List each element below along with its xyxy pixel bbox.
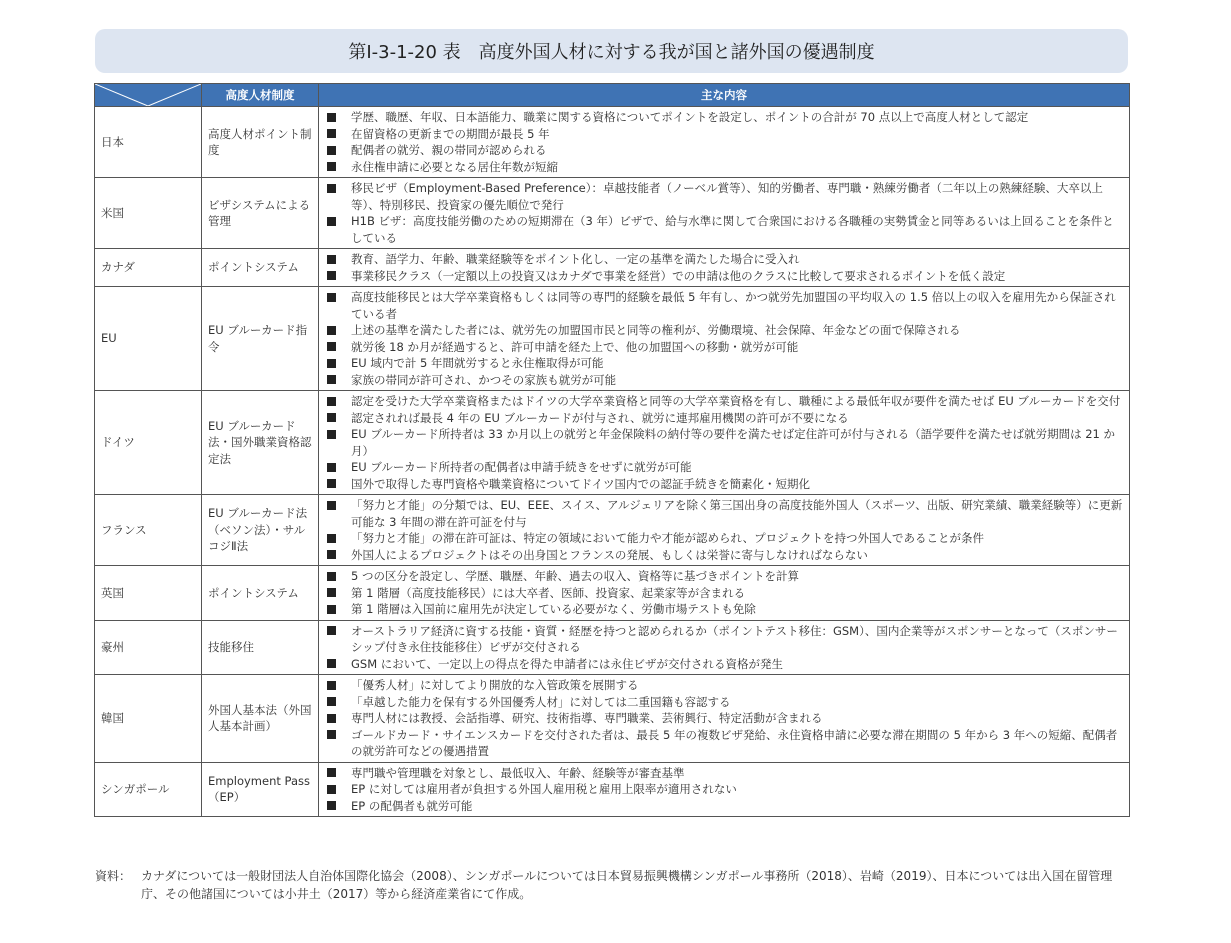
square-bullet-icon [327,113,336,122]
country-cell: フランス [95,495,202,566]
table-header-row [95,84,1130,107]
list-item-text: 「努力と才能」の滞在許可証は、特定の領域において能力や才能が認められ、プロジェクトを持つ外国人であることが条件 [351,531,984,545]
country-cell: EU [95,287,202,391]
list-item-text: H1B ビザ：高度技能労働のための短期滞在（3 年）ビザで、給与水準に関して合衆国における各職種の実勢賃金と同等あるいは上回ることを条件としている [351,214,1114,245]
content-list [327,289,1125,388]
country-cell: 日本 [95,107,202,178]
square-bullet-icon [327,162,336,171]
list-item-text: オーストラリア経済に資する技能・資質・経歴を持つと認められるか（ポイントテスト移住：GSM）、国内企業等がスポンサーとなって（スポンサーシップ付き永住技能移住）ビザが交付される [351,623,1118,654]
content-cell [319,675,1130,763]
system-cell: ポイントシステム [202,566,319,621]
system-cell: EU ブルーカード法・国外職業資格認定法 [202,391,319,495]
content-list [327,393,1125,492]
list-item [327,530,1125,547]
content-list [327,623,1125,673]
system-cell: 高度人材ポイント制度 [202,107,319,178]
list-item-text: 国外で取得した専門資格や職業資格についてドイツ国内での認証手続きを簡素化・短期化 [351,476,810,491]
list-item [327,656,1125,673]
square-bullet-icon [327,413,336,422]
square-bullet-icon [327,342,336,351]
country-cell: 韓国 [95,675,202,763]
list-item [327,459,1125,476]
list-item [327,355,1125,372]
table-title-text: 第Ⅰ-3-1-20 表 高度外国人材に対する我が国と諸外国の優遇制度 [348,42,875,63]
list-item [327,142,1125,159]
header-system: 高度人材制度 [202,84,319,107]
content-list [327,180,1125,246]
list-item-text: 「努力と才能」の分類では、EU、EEE、スイス、アルジェリアを除く第三国出身の高度技能外国人（スポーツ、出版、研究業績、職業経験等）に更新可能な 3 年間の滞在許可証を付与 [351,498,1123,529]
list-item-text: EP の配偶者も就労可能 [351,798,473,813]
content-cell [319,620,1130,675]
country-cell: シンガポール [95,762,202,817]
list-item-text: 第 1 階層（高度技能移民）には大卒者、医師、投資家、起業家等が含まれる [351,585,746,600]
list-item-text: GSM において、一定以上の得点を得た申請者には永住ビザが交付される資格が発生 [351,656,784,671]
square-bullet-icon [327,588,336,597]
square-bullet-icon [327,129,336,138]
square-bullet-icon [327,801,336,810]
square-bullet-icon [327,375,336,384]
list-item [327,547,1125,564]
content-cell [319,287,1130,391]
list-item-text: 「卓越した能力を保有する外国優秀人材」に対しては二重国籍も容認する [351,694,731,709]
table-row [95,675,1130,763]
system-cell: EU ブルーカード法（ベソン法）・サルコジⅡ法 [202,495,319,566]
table-row [95,391,1130,495]
content-cell [319,391,1130,495]
source-text: カナダについては一般財団法人自治体国際化協会（2008）、シンガポールについては日本貿易振興機構シンガポール事務所（2018）、岩崎（2019）、日本については出入国在留管理庁、その他諸国については小井土（2017）等から経済産業省にて作成。 [141,869,1113,901]
table-title [95,29,1128,73]
table-row [95,762,1130,817]
list-item-text: 在留資格の更新までの期間が最長 5 年 [351,126,550,141]
system-cell: ビザシステムによる管理 [202,178,319,249]
square-bullet-icon [327,681,336,690]
list-item-text: 第 1 階層は入国前に雇用先が決定している必要がなく、労働市場テストも免除 [351,602,756,616]
square-bullet-icon [327,768,336,777]
list-item-text: 学歴、職歴、年収、日本語能力、職業に関する資格についてポイントを設定し、ポイントの合計が 70 点以上で高度人材として認定 [351,110,1029,124]
list-item-text: 高度技能移民とは大学卒業資格もしくは同等の専門的経験を最低 5 年有し、かつ就労先加盟国の平均収入の 1.5 倍以上の収入を雇用先から保証されている者 [351,290,1116,321]
table-row [95,620,1130,675]
list-item [327,765,1125,782]
content-list [327,677,1125,760]
square-bullet-icon [327,501,336,510]
table-row [95,107,1130,178]
system-cell: EU ブルーカード指令 [202,287,319,391]
list-item [327,289,1125,322]
content-list [327,497,1125,563]
square-bullet-icon [327,697,336,706]
diagonal-divider-icon [95,84,201,106]
country-cell: 英国 [95,566,202,621]
content-cell [319,249,1130,287]
list-item [327,677,1125,694]
list-item-text: 専門職や管理職を対象とし、最低収入、年齢、経験等が審査基準 [351,765,685,780]
system-cell: 技能移住 [202,620,319,675]
list-item [327,339,1125,356]
list-item-text: 就労後 18 か月が経過すると、許可申請を経た上で、他の加盟国への移動・就労が可能 [351,339,799,354]
comparison-table [94,83,1130,817]
list-item-text: 事業移民クラス（一定額以上の投資又はカナダで事業を経営）での申請は他のクラスに比較して要求されるポイントを低く設定 [351,268,1006,283]
system-cell: Employment Pass（EP） [202,762,319,817]
content-cell [319,178,1130,249]
square-bullet-icon [327,184,336,193]
list-item [327,109,1125,126]
table-row [95,287,1130,391]
content-cell [319,566,1130,621]
list-item-text: 移民ビザ（Employment-Based Preference）：卓越技能者（ノーベル賞等）、知的労働者、専門職・熟練労働者（二年以上の熟練経験、大卒以上等）、特別移民、投資家の優先順位で発行 [351,181,1103,212]
system-cell: ポイントシステム [202,249,319,287]
content-list [327,765,1125,815]
list-item [327,159,1125,176]
list-item-text: EU 域内で計 5 年間就労すると永住権取得が可能 [351,356,604,370]
content-list [327,568,1125,618]
list-item [327,213,1125,246]
list-item [327,372,1125,389]
content-cell [319,107,1130,178]
content-cell [319,762,1130,817]
comparison-table-container [94,83,1129,817]
list-item [327,322,1125,339]
square-bullet-icon [327,626,336,635]
source-label: 資料： [95,869,132,883]
list-item [327,180,1125,213]
list-item-text: 「優秀人材」に対してより開放的な入管政策を展開する [351,678,639,692]
list-item-text: EP に対しては雇用者が負担する外国人雇用税と雇用上限率が適用されない [351,782,737,796]
square-bullet-icon [327,550,336,559]
square-bullet-icon [327,397,336,406]
list-item-text: 教育、語学力、年齢、職業経験等をポイント化し、一定の基準を満たした場合に受入れ [351,252,800,266]
square-bullet-icon [327,605,336,614]
list-item [327,497,1125,530]
list-item-text: 専門人材には教授、会話指導、研究、技術指導、専門職業、芸術興行、特定活動が含まれる [351,711,823,725]
list-item-text: 外国人によるプロジェクトはその出身国とフランスの発展、もしくは栄誉に寄与しなければならない [351,547,868,562]
list-item [327,268,1125,285]
square-bullet-icon [327,479,336,488]
list-item [327,727,1125,760]
content-cell [319,495,1130,566]
square-bullet-icon [327,217,336,226]
square-bullet-icon [327,730,336,739]
header-content: 主な内容 [319,84,1130,107]
square-bullet-icon [327,293,336,302]
list-item [327,694,1125,711]
list-item [327,798,1125,815]
square-bullet-icon [327,326,336,335]
square-bullet-icon [327,255,336,264]
list-item-text: 認定を受けた大学卒業資格またはドイツの大学卒業資格と同等の大学卒業資格を有し、職種による最低年収が要件を満たせば EU ブルーカードを交付 [351,394,1121,408]
square-bullet-icon [327,359,336,368]
list-item [327,585,1125,602]
list-item-text: EU ブルーカード所持者の配偶者は申請手続きをせずに就労が可能 [351,460,692,474]
list-item [327,476,1125,493]
list-item-text: 認定されれば最長 4 年の EU ブルーカードが付与され、就労に連邦雇用機関の許可が不要になる [351,410,849,425]
content-list [327,251,1125,284]
list-item-text: 配偶者の就労、親の帯同が認められる [351,143,547,157]
list-item-text: 5 つの区分を設定し、学歴、職歴、年齢、過去の収入、資格等に基づきポイントを計算 [351,569,799,583]
square-bullet-icon [327,659,336,668]
content-list [327,109,1125,175]
list-item-text: 家族の帯同が許可され、かつその家族も就労が可能 [351,372,617,387]
list-item [327,568,1125,585]
source-note [95,867,1135,903]
table-row [95,495,1130,566]
square-bullet-icon [327,714,336,723]
country-cell: 豪州 [95,620,202,675]
list-item-text: 永住権申請に必要となる居住年数が短縮 [351,159,558,174]
country-cell: 米国 [95,178,202,249]
list-item [327,426,1125,459]
square-bullet-icon [327,572,336,581]
header-corner-cell [95,84,202,107]
table-body [95,107,1130,817]
list-item [327,410,1125,427]
list-item [327,126,1125,143]
square-bullet-icon [327,785,336,794]
square-bullet-icon [327,463,336,472]
table-row [95,566,1130,621]
list-item-text: EU ブルーカード所持者は 33 か月以上の就労と年金保険料の納付等の要件を満たせば定住許可が付与される（語学要件を満たせば就労期間は 21 か月） [351,427,1116,458]
list-item-text: 上述の基準を満たした者には、就労先の加盟国市民と同等の権利が、労働環境、社会保障、年金などの面で保障される [351,323,961,337]
square-bullet-icon [327,430,336,439]
square-bullet-icon [327,271,336,280]
list-item [327,251,1125,268]
country-cell: カナダ [95,249,202,287]
list-item [327,601,1125,618]
square-bullet-icon [327,146,336,155]
country-cell: ドイツ [95,391,202,495]
list-item-text: ゴールドカード・サイエンスカードを交付された者は、最長 5 年の複数ビザ発給、永住資格申請に必要な滞在期間の 5 年から 3 年への短縮、配偶者の就労許可などの優遇措置 [351,727,1118,758]
list-item [327,710,1125,727]
system-cell: 外国人基本法（外国人基本計画） [202,675,319,763]
table-row [95,178,1130,249]
square-bullet-icon [327,534,336,543]
list-item [327,623,1125,656]
table-row [95,249,1130,287]
list-item [327,393,1125,410]
list-item [327,781,1125,798]
